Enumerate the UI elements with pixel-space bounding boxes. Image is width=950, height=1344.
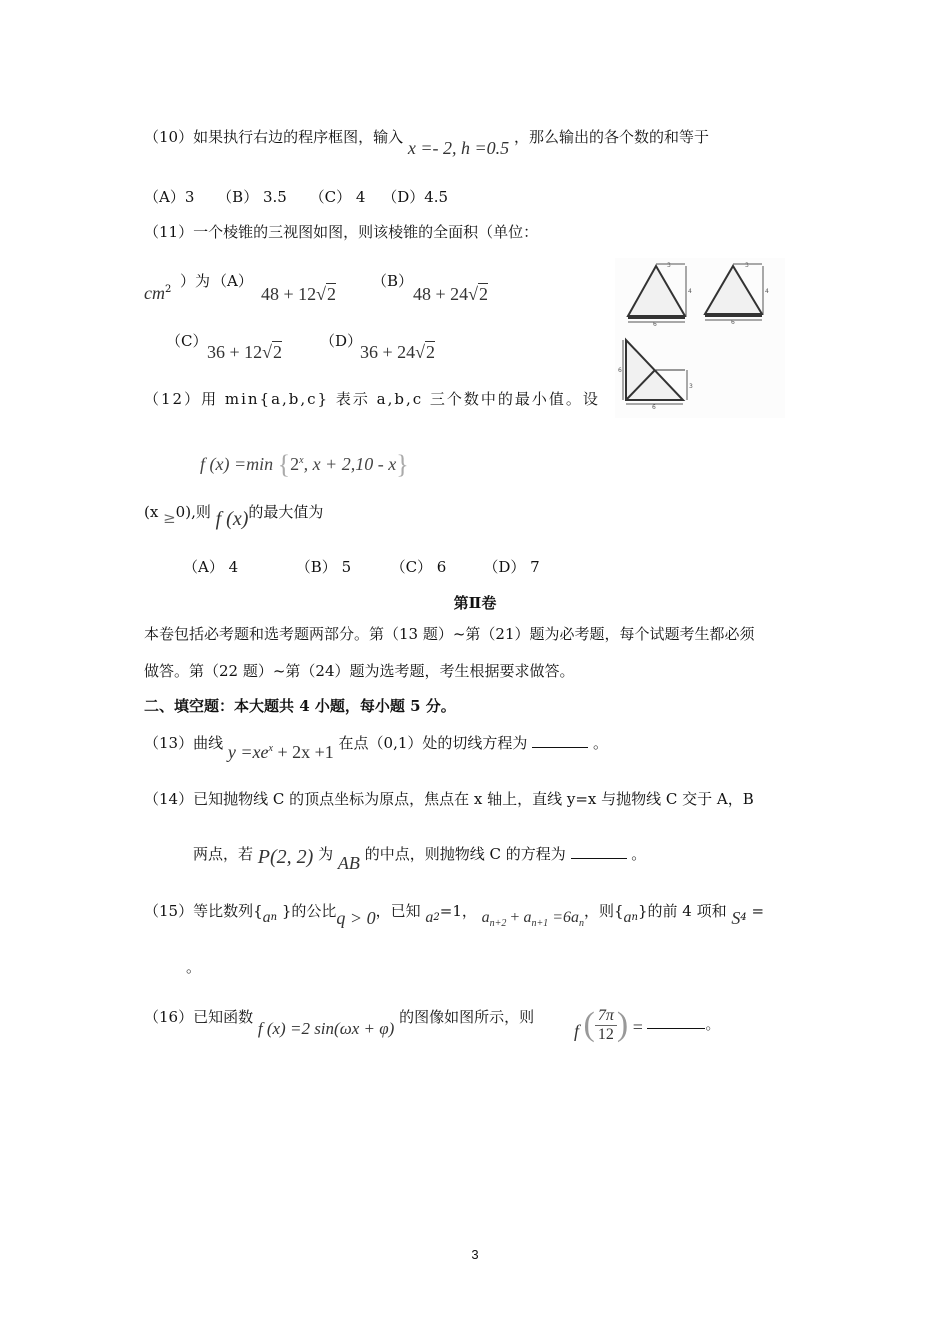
side-height-dim: 4 [765,288,769,295]
q11-option-d-value: 36 + 24√2 [360,342,436,362]
q11-option-b-label: （B） [372,272,414,290]
q11-option-a-value: 48 + 12√2 [261,284,337,304]
q12-condition: (x ≥0),则 f (x)的最大值为 [144,503,324,530]
q10-option-c: （C） 4 [309,188,366,206]
question-14: （14）已知抛物线 C 的顶点坐标为原点，焦点在 x 轴上，直线 y=x 与抛物线 C 交于 A，B [144,790,754,808]
part2-title: 第Ⅱ卷 [453,594,497,612]
q12-option-c: （C） 6 [390,558,447,576]
question-15: （15）等比数列{$a_n$ }的公比q > 0，已知 $a_2=1$， $a_{n+2} + a_{n+1} =6a_n$，则$\{a_n\}$的前 4 项和 $S_4$ = [144,902,765,929]
q12-option-b: （B） 5 [295,558,352,576]
q11-option-b-value: 48 + 24√2 [413,284,489,304]
q12-options [183,556,540,577]
q11-unit-sup: 2 [165,284,172,295]
question-16: （16）已知函数 f (x) =2 sin(ωx + φ) 的图像如图所示，则 [144,1008,535,1038]
q12-option-d: （D） 7 [483,558,540,576]
q11-for-text: ）为 [180,272,211,290]
q11-option-c-value: 36 + 12√2 [207,342,283,362]
q12-option-a: （A） 4 [183,558,239,576]
side-top-dim: 3 [745,262,749,269]
fraction: $\frac{7\pi}{12}$ [595,1007,617,1044]
top-base-dim: 6 [652,404,656,411]
question-11: （11）一个棱锥的三视图如图，则该棱锥的全面积（单位： [144,223,539,241]
front-height-dim: 4 [688,288,692,295]
q13-curve: $y =xe^x + 2x +1$ [227,742,334,762]
part2-intro-line2: 做答。第（22 题）~第（24）题为选考题，考生根据要求做答。 [144,662,575,680]
q11-option-a-label: （A） [212,272,253,290]
question-10 [144,126,709,158]
q10-math: x =- 2, h =0.5 [407,138,510,158]
q10-options [144,186,448,207]
side-base-dim: 6 [731,319,735,326]
question-12: （12）用 min{a,b,c} 表示 a,b,c 三个数中的最小值。设 [144,390,600,408]
q11-unit-cm: cm [144,283,165,303]
front-top-dim: 3 [667,262,671,269]
q10-option-d: （D）4.5 [382,188,449,206]
q11-option-c-label: （C） [166,332,208,350]
q12-formula: f (x) =min {2$^x$, x + 2,10 - x} [200,450,409,479]
answer-blank [532,735,588,748]
left-brace: { [277,450,291,479]
section-heading: 二、填空题：本大题共 4 小题，每小题 5 分。 [144,697,456,715]
page-number: 3 [471,1247,479,1262]
right-brace: } [396,450,409,479]
q11-option-d-label: （D） [320,332,363,350]
q15-end: 。 [186,958,202,976]
q10-option-b: （B） 3.5 [217,188,287,206]
top-right-dim: 3 [689,383,693,390]
q14-line2: 两点，若 P(2, 2) 为 AB 的中点，则抛物线 C 的方程为 。 [193,845,647,873]
q11-unit [144,283,171,304]
top-left-dim: 6 [618,367,622,374]
q16-expression: f ( $\frac{7\pi}{12}$ ) = 。 [574,1006,721,1043]
front-base-dim: 6 [653,321,657,328]
q15-recurrence: $a_{n+2} + a_{n+1} =6a_n$ [481,909,584,929]
three-view-diagram [615,258,785,418]
answer-blank [571,846,627,859]
q10-option-a: （A）3 [144,188,195,206]
part2-intro-line1: 本卷包括必考题和选考题两部分。第（13 题）~第（21）题为必考题，每个试题考生都必须 [144,625,755,643]
question-13: （13）曲线 $y =xe^x + 2x +1$ 在点（0,1）处的切线方程为 。 [144,734,608,762]
q10-prefix: （10）如果执行右边的程序框图，输入 [144,128,404,146]
q10-suffix: ，那么输出的各个数的和等于 [513,128,709,146]
answer-blank [647,1020,705,1029]
